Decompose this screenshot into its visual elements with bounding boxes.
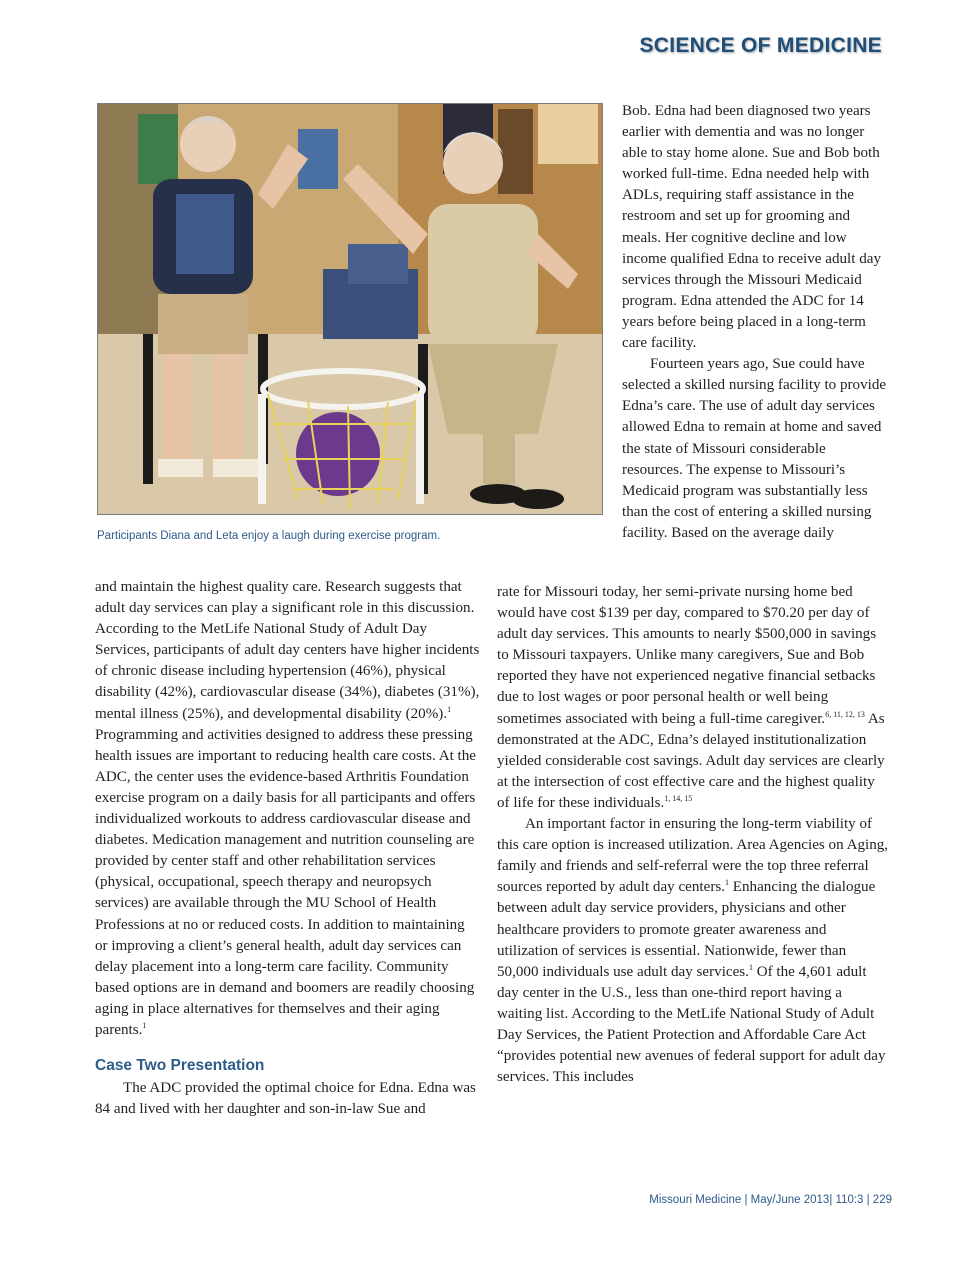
paragraph bbox=[95, 577, 480, 1041]
paragraph: Fourteen years ago, Sue could have selected a skilled nursing facility to provide Edna’s care. The use of adult day services allowed Edna to remain at home and saved the state of Missouri considerable resources. The expense to Missouri’s Medicaid program was substantially less than the cost of entering a skilled nursing facility. Based on the average daily bbox=[622, 356, 887, 541]
paragraph-text: Programming and activities designed to address these pressing health issues are important to reducing health care costs. At the ADC, the center uses the evidence-based Arthritis Foundation exercise program on a daily basis for all participants and offers individualized workouts to address cardiovascular disease and diabetes. Medication management and nutrition counseling are provided by center staff and other rehabilitation services (physical, occupational, speech therapy and neuropsych services) are available through the MU School of Health Professions at no or reduced costs. In addition to maintaining or improving a client’s general health, adult day services can delay placement into a long-term care facility. Community based options are in demand and boomers are readily choosing aging in place alternatives for themselves and their aging parents. bbox=[95, 726, 476, 1038]
paragraph: Bob. Edna had been diagnosed two years earlier with dementia and was no longer able to stay home alone. Sue and Bob both worked full-time. Edna needed help with ADLs, requiring staff assistance in the restroom and set up for grooming and meals. Her cognitive decline and low income qualified Edna to receive adult day services through the Missouri Medicaid program. Edna attended the ADC for 14 years before being placed in a long-term care facility. bbox=[622, 103, 882, 352]
page-footer: Missouri Medicine | May/June 2013| 110:3 | 229 bbox=[649, 1194, 892, 1206]
right-column-top bbox=[622, 101, 890, 544]
citation: 1 bbox=[725, 878, 729, 888]
paragraph-text: and maintain the highest quality care. Research suggests that adult day services can play a significant role in this discussion. According to the MetLife National Study of Adult Day Services, participants of adult day centers have higher incidents of chronic disease including hypertension (46%), physical disability (42%), cardiovascular disease (34%), diabetes (31%), mental illness (25%), and developmental disability (20%). bbox=[95, 579, 480, 722]
photo-caption: Participants Diana and Leta enjoy a laugh during exercise program. bbox=[97, 530, 441, 542]
citation: 1, 14, 15 bbox=[664, 793, 693, 803]
paragraph bbox=[497, 814, 889, 1088]
paragraph-text: As demonstrated at the ADC, Edna’s delayed institutionalization yielded considerable cost savings. Adult day services are clearly at the intersection of cost effective care and the highest quality of life for these individuals. bbox=[497, 710, 885, 811]
citation: 1 bbox=[447, 704, 452, 714]
left-column bbox=[95, 577, 480, 1120]
paragraph bbox=[497, 582, 889, 814]
citation: 1 bbox=[748, 962, 753, 972]
section-heading: Case Two Presentation bbox=[95, 1057, 265, 1075]
section-header: SCIENCE OF MEDICINE bbox=[639, 34, 882, 57]
paragraph: The ADC provided the optimal choice for Edna. Edna was 84 and lived with her daughter and son-in-law Sue and bbox=[95, 1080, 476, 1118]
citation: 6, 11, 12, 13 bbox=[825, 709, 865, 719]
paragraph-text: Of the 4,601 adult day center in the U.S., less than one-third report having a waiting list. According to the MetLife National Study of Adult Day Services, the Patient Protection and Affordable Care Act “provides potential new avenues of federal support for adult day services. This includes bbox=[497, 963, 886, 1086]
paragraph-text: An important factor in ensuring the long-term viability of this care option is increased utilization. Area Agencies on Aging, family and friends and self-referral were the top three referral sources reported by adult day centers. bbox=[497, 816, 889, 896]
paragraph-text: Enhancing the dialogue between adult day service providers, physicians and other healthcare providers to promote greater awareness and utilization of services is essential. Nationwide, fewer than 50,000 individuals use adult day services. bbox=[497, 879, 876, 980]
paragraph-text: rate for Missouri today, her semi-private nursing home bed would have cost $139 per day, compared to $70.20 per day of adult day services. This amounts to nearly $500,000 in savings to Missouri taxpayers. Unlike many caregivers, Sue and Bob reported they have not experienced negative financial setbacks due to lost wages or poor personal health or well being sometimes associated with being a full-time caregiver. bbox=[497, 584, 877, 727]
citation: 1 bbox=[142, 1020, 147, 1030]
article-photo bbox=[97, 103, 603, 515]
right-column-bottom bbox=[497, 582, 889, 1088]
